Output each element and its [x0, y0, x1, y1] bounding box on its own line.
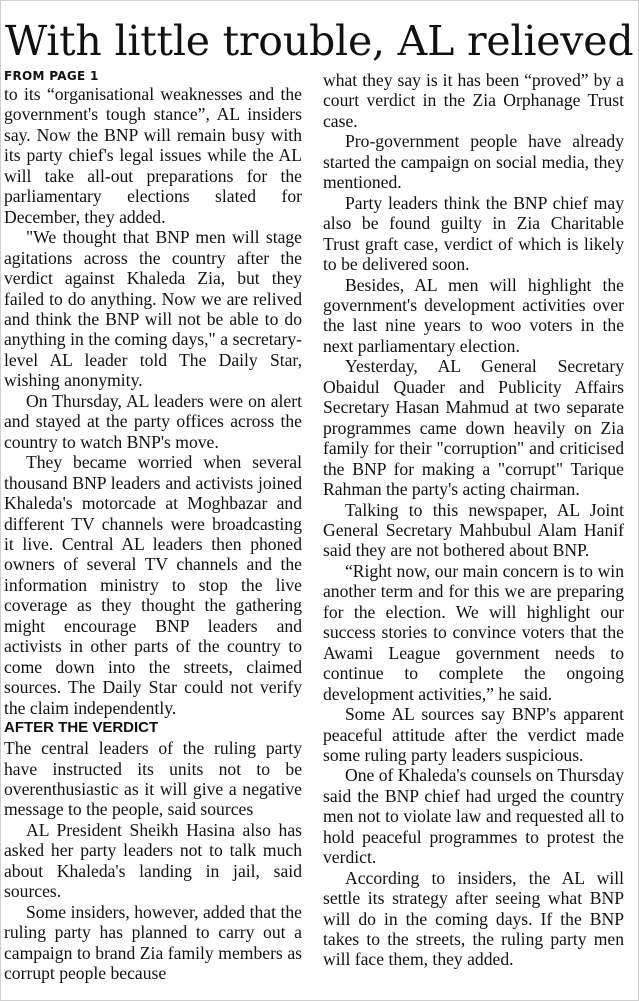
subhead-after-the-verdict: AFTER THE VERDICT: [4, 719, 159, 737]
right-paragraph-2: Pro-government people have already started the campaign on social media, they mentioned.: [323, 131, 624, 193]
left-column: [4, 68, 302, 983]
right-paragraph-7: “Right now, our main concern is to win another term and for this we are preparing for the election. We will highlight our success stories to convince voters that the Awami League government needs to continue to complete the ongoing development activities,” he said.: [323, 560, 624, 704]
right-paragraph-5: Yesterday, AL General Secretary Obaidul Quader and Publicity Affairs Secretary Hasan Mahmud at two separate programmes came down heavily on Zia family for their "corruption" and criticised the BNP for making a "corrupt" Tarique Rahman the party's acting chairman.: [323, 356, 624, 500]
left-paragraph-1: to its “organisational weaknesses and the government's tough stance”, AL insiders say. Now the BNP will remain busy with its party chief's legal issues while the AL will take all-out preparations for the parliamentary elections slated for December, they added.: [4, 84, 302, 227]
left-paragraph-4: They became worried when several thousand BNP leaders and activists joined Khaleda's motorcade at Moghbazar and different TV channels were broadcasting it live. Central AL leaders then phoned owners of several TV channels and the information ministry to stop the live coverage as they thought the gathering might encourage BNP leaders and activists in other parts of the country to come down into the streets, claimed sources. The Daily Star could not verify the claim independently.: [4, 452, 302, 718]
right-paragraph-1: what they say is it has been “proved” by a court verdict in the Zia Orphanage Trust case.: [323, 70, 624, 131]
right-column: [323, 70, 624, 970]
right-paragraph-6: Talking to this newspaper, AL Joint General Secretary Mahbubul Alam Hanif said they are not bothered about BNP.: [323, 499, 624, 561]
left-paragraph-2: "We thought that BNP men will stage agitations across the country after the verdict against Khaleda Zia, but they failed to do anything. Now we are relived and think the BNP will not be able to do anything in the coming days," a secretary-level AL leader told The Daily Star, wishing anonymity.: [4, 227, 302, 391]
right-paragraph-8: Some AL sources say BNP's apparent peaceful attitude after the verdict made some ruling party leaders suspicious.: [323, 704, 624, 765]
left-paragraph-5: The central leaders of the ruling party have instructed its units not to be overenthusiastic as it will give a negative message to the people, said sources: [4, 738, 302, 820]
right-paragraph-3: Party leaders think the BNP chief may also be found guilty in Zia Charitable Trust graft case, verdict of which is likely to be delivered soon.: [323, 192, 624, 275]
left-paragraph-3: On Thursday, AL leaders were on alert and stayed at the party offices across the country to watch BNP's move.: [4, 390, 302, 452]
right-paragraph-4: Besides, AL men will highlight the government's development activities over the last nine years to woo voters in the next parliamentary election.: [323, 274, 624, 356]
right-paragraph-9: One of Khaleda's counsels on Thursday said the BNP chief had urged the country men not to violate law and requested all to hold peaceful programmes to protest the verdict.: [323, 765, 624, 868]
left-paragraph-7: Some insiders, however, added that the ruling party has planned to carry out a campaign to brand Zia family members as corrupt people because: [4, 901, 302, 984]
left-paragraph-6: AL President Sheikh Hasina also has asked her party leaders not to talk much about Khaleda's landing in jail, said sources.: [4, 819, 302, 902]
kicker-from-page: FROM PAGE 1: [4, 69, 99, 83]
right-paragraph-10: According to insiders, the AL will settle its strategy after seeing what BNP will do in the coming days. If the BNP takes to the streets, the ruling party men will face them, they added.: [323, 867, 624, 970]
headline: With little trouble, AL relieved: [5, 17, 634, 65]
